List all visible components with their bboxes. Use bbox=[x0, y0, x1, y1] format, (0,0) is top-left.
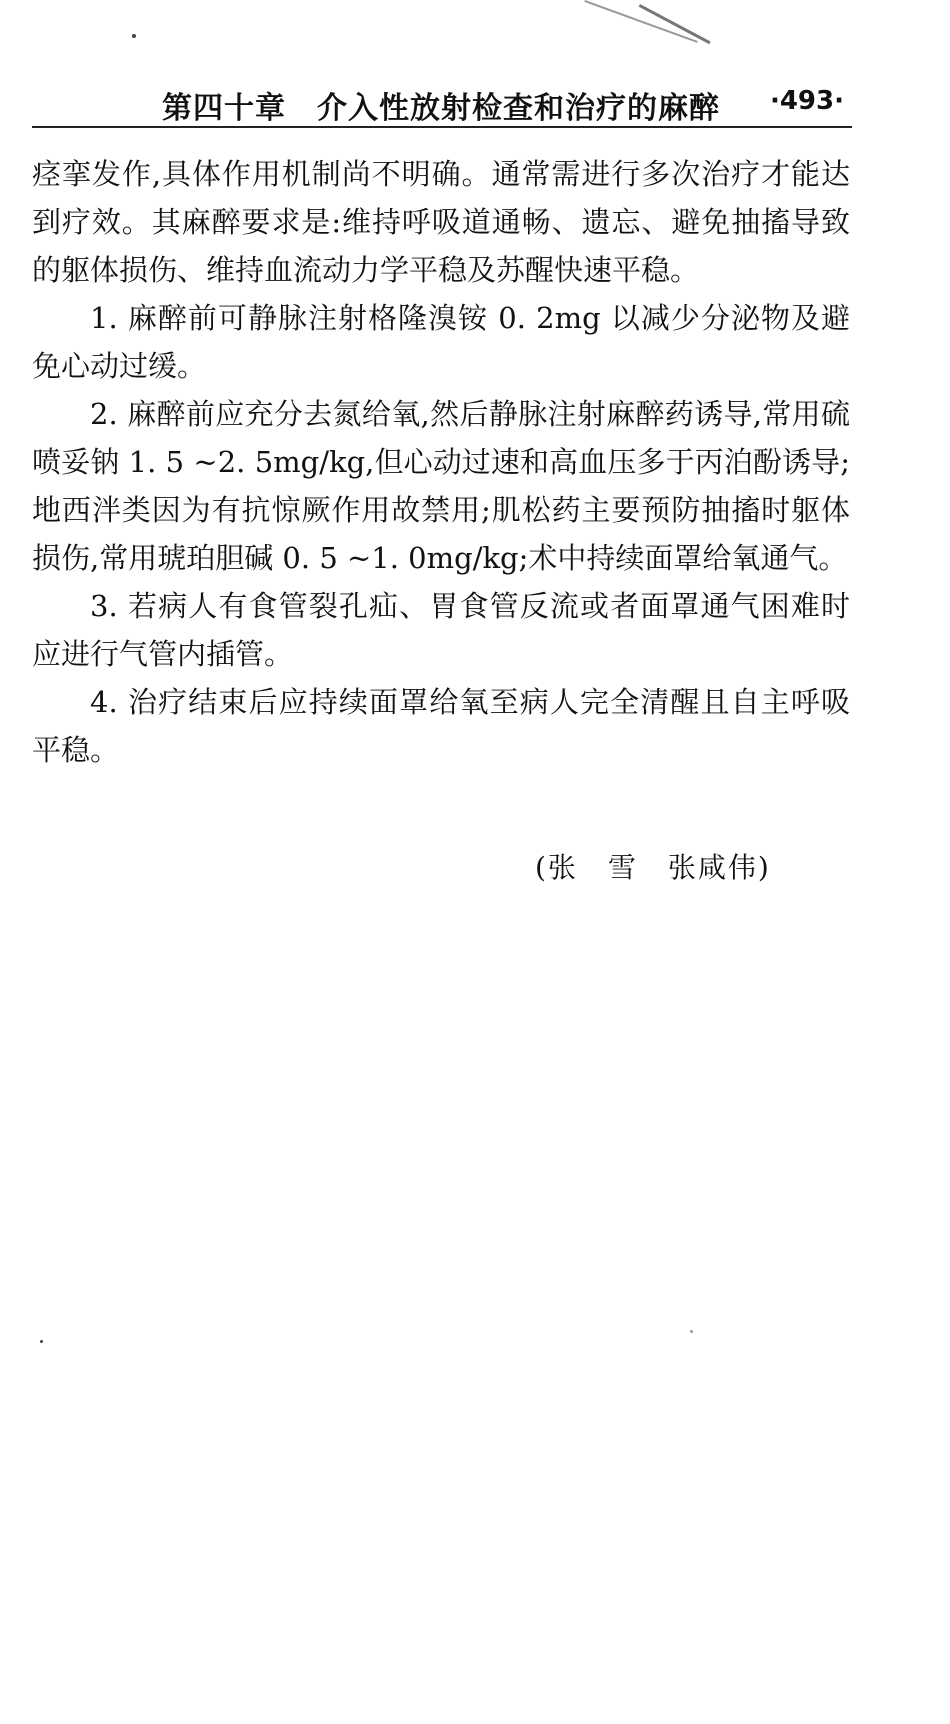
paragraph-item-1: 1. 麻醉前可静脉注射格隆溴铵 0. 2mg 以减少分泌物及避免心动过缓。 bbox=[32, 301, 850, 383]
page-number: ·493· bbox=[769, 86, 844, 116]
scan-dot bbox=[690, 1330, 693, 1333]
paragraph-intro: 痉挛发作,具体作用机制尚不明确。通常需进行多次治疗才能达到疗效。其麻醉要求是:维持呼吸道通畅、遗忘、避免抽搐导致的躯体损伤、维持血流动力学平稳及苏醒快速平稳。 bbox=[32, 157, 850, 287]
running-header bbox=[32, 78, 852, 128]
author-attribution: (张 雪 张咸伟) bbox=[535, 851, 771, 884]
paragraph-item-3: 3. 若病人有食管裂孔疝、胃食管反流或者面罩通气困难时应进行气管内插管。 bbox=[32, 589, 850, 671]
paragraph-item-4: 4. 治疗结束后应持续面罩给氧至病人完全清醒且自主呼吸平稳。 bbox=[32, 685, 850, 767]
main-text bbox=[32, 150, 850, 774]
chapter-title: 第四十章 介入性放射检查和治疗的麻醉 bbox=[162, 91, 720, 126]
scan-dot bbox=[132, 34, 136, 38]
paragraph-item-2: 2. 麻醉前应充分去氮给氧,然后静脉注射麻醉药诱导,常用硫喷妥钠 1. 5 ~2. 5mg/kg,但心动过速和高血压多于丙泊酚诱导;地西泮类因为有抗惊厥作用故禁用;肌松药主要预防抽搐时躯体损伤,常用琥珀胆碱 0. 5 ~1. 0mg/kg;术中持续面罩给氧通气。 bbox=[32, 397, 850, 575]
scan-dot bbox=[40, 1340, 43, 1343]
